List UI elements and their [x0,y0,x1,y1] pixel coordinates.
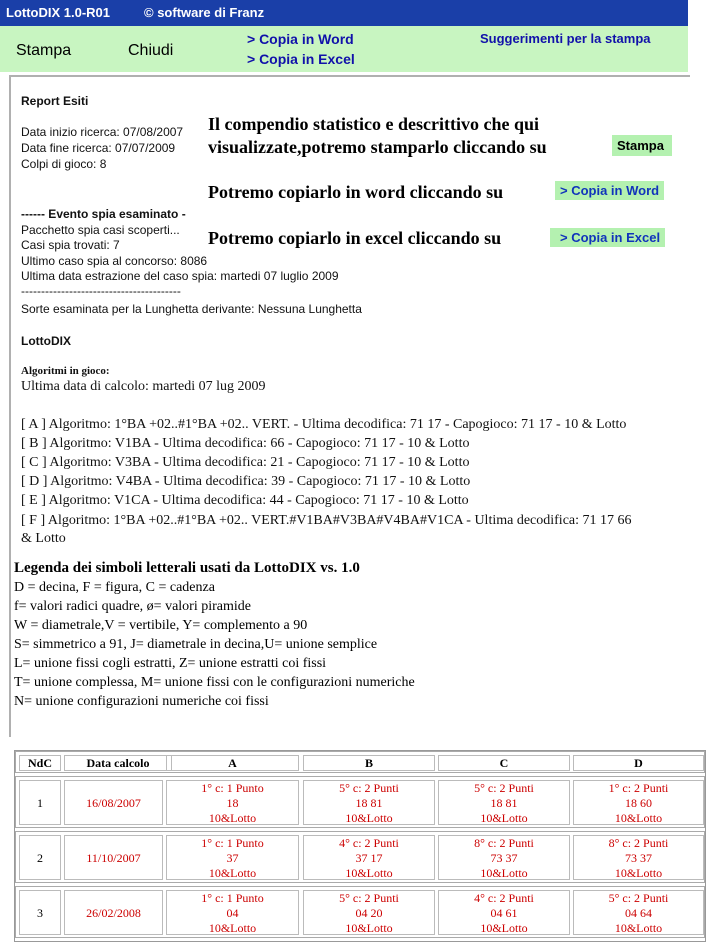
window-titlebar [0,0,688,26]
data-inizio: Data inizio ricerca: 07/08/2007 [21,125,184,139]
algoritmo-d: [ D ] Algoritmo: V4BA - Ultima decodifica: 39 - Capogioco: 71 17 - 10 & Lotto [21,474,471,489]
colpi-gioco: Colpi di gioco: 8 [21,157,107,171]
suggerimenti-link[interactable]: Suggerimenti per la stampa [480,31,651,46]
row-data: 16/08/2007 [64,780,163,825]
row-data: 26/02/2008 [64,890,163,935]
pacchetto-spia: Pacchetto spia casi scoperti... [21,223,180,237]
legenda-item: f= valori radici quadre, ø= valori piramide [14,599,251,614]
algoritmo-f: [ F ] Algoritmo: 1°BA +02..#1°BA +02.. VERT.#V1BA#V3BA#V4BA#V1CA - Ultima decodifica: 71 17 66 [21,513,632,528]
header-ndc: NdC [19,755,61,771]
legenda-item: L= unione fissi cogli estratti, Z= unione estratti coi fissi [14,656,327,671]
overlay-stampa-button[interactable]: Stampa [612,135,672,156]
overlay-word-button[interactable]: > Copia in Word [555,181,664,200]
cell-b: 5° c: 2 Punti 04 20 10&Lotto [303,890,435,935]
table-row [15,776,705,828]
window-subtitle: © software di Franz [144,5,265,20]
chiudi-button[interactable]: Chiudi [128,42,174,59]
algoritmo-e: [ E ] Algoritmo: V1CA - Ultima decodifica: 44 - Capogioco: 71 17 - 10 & Lotto [21,493,469,508]
overlay-line1: Il compendio statistico e descrittivo che qui [208,114,539,134]
data-fine: Data fine ricerca: 07/07/2009 [21,141,176,155]
cell-a: 1° c: 1 Punto 37 10&Lotto [166,835,299,880]
overlay-excel-button[interactable]: > Copia in Excel [550,228,665,247]
row-data: 11/10/2007 [64,835,163,880]
header-data: Data calcolo [64,755,172,771]
table-header-row [15,751,705,773]
cell-a: 1° c: 1 Punto 04 10&Lotto [166,890,299,935]
algoritmo-f-cont: & Lotto [21,531,66,546]
legenda-item: T= unione complessa, M= unione fissi con le configurazioni numeriche [14,675,415,690]
window-title: LottoDIX 1.0-R01 [6,5,111,20]
overlay-line2: visualizzate,potremo stamparlo cliccando su [208,137,547,157]
header-b: B [303,755,435,771]
sorte-esaminata: Sorte esaminata per la Lunghetta derivante: Nessuna Lunghetta [21,302,362,316]
row-ndc: 3 [19,890,61,935]
report-title: Report Esiti [21,94,89,108]
header-a: A [166,755,299,771]
table-row [15,886,705,938]
cell-b: 4° c: 2 Punti 37 17 10&Lotto [303,835,435,880]
legenda-item: W = diametrale,V = vertibile, Y= complemento a 90 [14,618,308,633]
copia-excel-link[interactable]: > Copia in Excel [247,51,355,67]
cell-d: 5° c: 2 Punti 04 64 10&Lotto [573,890,704,935]
copia-word-link[interactable]: > Copia in Word [247,31,354,47]
overlay-line3: Potremo copiarlo in word cliccando su [208,182,504,202]
table-row [15,831,705,883]
results-table [14,750,706,942]
evento-header: ------ Evento spia esaminato - [21,207,186,221]
algoritmo-b: [ B ] Algoritmo: V1BA - Ultima decodifica: 66 - Capogioco: 71 17 - 10 & Lotto [21,436,470,451]
overlay-line4: Potremo copiarlo in excel cliccando su [208,228,502,248]
legenda-item: N= unione configurazioni numeriche coi fissi [14,694,269,709]
cell-b: 5° c: 2 Punti 18 81 10&Lotto [303,780,435,825]
cell-a: 1° c: 1 Punto 18 10&Lotto [166,780,299,825]
stampa-button[interactable]: Stampa [16,42,72,59]
cell-d: 8° c: 2 Punti 73 37 10&Lotto [573,835,704,880]
cell-c: 8° c: 2 Punti 73 37 10&Lotto [438,835,570,880]
algoritmo-c: [ C ] Algoritmo: V3BA - Ultima decodifica: 21 - Capogioco: 71 17 - 10 & Lotto [21,455,470,470]
cell-d: 1° c: 2 Punti 18 60 10&Lotto [573,780,704,825]
header-d: D [573,755,704,771]
algoritmo-a: [ A ] Algoritmo: 1°BA +02..#1°BA +02.. VERT. - Ultima decodifica: 71 17 - Capogioco: 71 17 - 10 & Lotto [21,417,627,432]
ultimo-caso: Ultimo caso spia al concorso: 8086 [21,254,208,268]
cell-c: 5° c: 2 Punti 18 81 10&Lotto [438,780,570,825]
row-ndc: 2 [19,835,61,880]
separator: ---------------------------------------- [21,284,181,298]
algoritmi-title: Algoritmi in gioco: [21,365,110,377]
cell-c: 4° c: 2 Punti 04 61 10&Lotto [438,890,570,935]
header-c: C [438,755,570,771]
row-ndc: 1 [19,780,61,825]
casi-trovati: Casi spia trovati: 7 [21,238,120,252]
ultima-data: Ultima data estrazione del caso spia: martedi 07 luglio 2009 [21,269,339,283]
legenda-item: D = decina, F = figura, C = cadenza [14,580,215,595]
lottodix-label: LottoDIX [21,334,71,348]
ultima-calcolo: Ultima data di calcolo: martedi 07 lug 2009 [21,379,266,394]
legenda-item: S= simmetrico a 91, J= diametrale in decina,U= unione semplice [14,637,378,652]
legenda-title: Legenda dei simboli letterali usati da LottoDIX vs. 1.0 [14,560,360,576]
toolbar [0,26,688,72]
